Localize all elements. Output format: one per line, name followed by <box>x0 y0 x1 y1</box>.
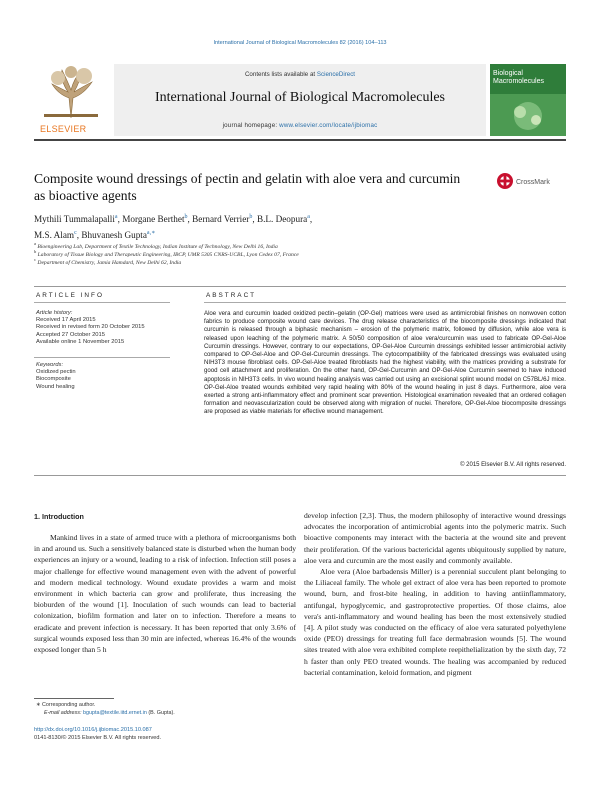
email-suffix: (B. Gupta). <box>146 709 175 716</box>
crossmark-button[interactable] <box>496 172 552 190</box>
email-line <box>36 710 298 718</box>
author-affiliation-marker[interactable]: a <box>114 214 118 220</box>
journal-citation[interactable]: International Journal of Biological Macromolecules 82 (2016) 104–113 <box>213 40 387 46</box>
article-info-heading: ARTICLE INFO <box>36 292 104 299</box>
crossmark-label: CrossMark <box>516 179 550 186</box>
body-paragraph: Aloe vera (Aloe barbadensis Miller) is a perennial succulent plant belonging to the Liliaceal family. The whole gel extract of aloe vera has been reported to promote wound, burn, and frost-bite healing, in addition to having antiinflammatory, antifungal, hypoglycemic, and gastroprotective properties. Of those claims, aloe vera's anti-inflammatory and wound healing has been the most extensively studied [4]. A pilot study was conducted on the efficacy of aloe vera saturated polyethylene oxide (PEO) dressings for treating full face dermabrasion wounds [5]. The wound sites treated with aloe vera exhibited complete reepithelialization by the sixth day, 72 h faster than only PEO treated wounds. The healing was accompanied by reduced bacterial contamination, keloid formation, and pigment <box>304 567 566 677</box>
email-label: E-mail address: <box>44 709 83 716</box>
abstract-text: Aloe vera and curcumin loaded oxidized pectin–gelatin (OP-Gel) matrices were used as antimicrobial finishes on nonwoven cotton fabrics to produce composite wound care devices. The drug release characteristics of the biocomposite dressings indicated that curcumin is released through a biphasic mechanism – erosion of the polymeric matrix, followed by diffusion, while aloe vera is released upon leaching of the polymeric matrix. A 50/50 composition of aloe vera/curcumin was used to fabricate OP-Gel-Aloe Curcumin dressings. However, contrary to our expectations, OP-Gel-Aloe Curcumin dressings exhibited lesser antimicrobial activity compared to OP-Gel-Aloe and OP-Gel-Curcumin dressings. The cytocompatibility of the fabricated dressings was evaluated using NIH3T3 mouse fibroblast cells. OP-Gel-Aloe treated fibroblasts had the highest viability, with the matrices providing a substrate for good cell attachment and proliferation. On the other hand, OP-Gel-Curcumin and OP-Gel-Aloe Curcumin seemed to have induced apoptosis in NIH3T3 cells. In vivo wound healing analysis was carried out using an excisional splint wound model on C57BL/6J mice. OP-Gel-Aloe treated wounds exhibited very rapid healing with 80% of the wound healing in just 8 days. Furthermore, aloe vera exerted a strong anti-inflammatory effect and prominent scar prevention. Histological examination revealed that an ordered collagen formation and neovascularization could be observed along with migration of nuclei. Therefore, OP-Gel-Aloe biocomposite dressings are proposed as viable materials for effective wound management. <box>204 310 566 416</box>
affiliation-rule <box>34 286 566 287</box>
keyword-item: Wound healing <box>36 383 75 390</box>
abstract-heading: ABSTRACT <box>206 292 257 299</box>
contents-line <box>114 71 486 78</box>
abstract-bottom-rule <box>34 475 566 476</box>
keywords-label: Keywords: <box>36 362 64 368</box>
abstract-copyright: © 2015 Elsevier B.V. All rights reserved. <box>460 462 566 468</box>
doi-block <box>34 727 334 742</box>
affiliation-a: $^a$ Bioengineering Lab, Department of Textile Technology, Indian Institute of Technology, New Delhi 16, India <box>34 241 278 250</box>
author-affiliation-marker[interactable]: a,∗ <box>146 230 156 237</box>
author-name[interactable]: B.L. Deopura <box>256 214 308 225</box>
history-revised: Received in revised form 20 October 2015 <box>36 324 145 331</box>
history-label: Article history: <box>36 310 73 316</box>
author-line-2: M.S. Alam$^c$, Bhuvanesh Gupta$^{a,∗}$ <box>34 230 156 241</box>
author-name[interactable]: M.S. Alam <box>34 230 75 241</box>
body-paragraph: Mankind lives in a state of armed truce with a plethora of microorganisms both in and around us. Such a sensitively balanced state is disturbed when the human body experiences an injury or a wound, leading to a risk of infection. Infection still poses a major challenge for effective wound management even with the advent of powerful and modern medical technology. Wound exudate provides a warm and moist environment in which bacteria can grow and proliferate, thus increasing the bioburden of the wound [1]. Inoculation of such wounds can lead to bacterial colonization, biofilm formation and later on to infection. Therefore a means to eradicate and prevent infection is necessary. It has been reported that only 3.6% of surgical wounds exposed less than 30 min are infected, whereas 16.4% of the wounds exposed longer than 5 h <box>34 533 296 655</box>
corresponding-label: ∗ Corresponding author. <box>36 702 96 708</box>
email-link[interactable]: bgupta@textile.iitd.ernet.in <box>82 709 147 716</box>
author-affiliation-marker[interactable]: c <box>74 230 77 237</box>
contents-prefix: Contents lists available at <box>244 71 317 78</box>
journal-title: International Journal of Biological Macromolecules <box>154 90 446 105</box>
elsevier-tree-logo <box>38 64 104 120</box>
article-title: Composite wound dressings of pectin and gelatin with aloe vera and curcumin as bioactive agents <box>34 171 461 203</box>
author-name[interactable]: Bhuvanesh Gupta <box>81 230 147 241</box>
author-list <box>34 210 474 242</box>
body-left-column <box>34 532 296 655</box>
sciencedirect-link[interactable]: ScienceDirect <box>316 71 356 78</box>
doi-link[interactable]: http://dx.doi.org/10.1016/j.ijbiomac.2015.10.087 <box>34 727 152 733</box>
author-affiliation-marker[interactable]: b <box>249 214 253 220</box>
corresponding-footnote <box>36 702 298 717</box>
homepage-link[interactable]: www.elsevier.com/locate/ijbiomac <box>279 122 378 129</box>
homepage-prefix: journal homepage: <box>222 122 280 129</box>
article-info-rule <box>34 302 170 303</box>
keyword-item: Biocomposite <box>36 376 71 383</box>
body-paragraph: develop infection [2,3]. Thus, the modern philosophy of interactive wound dressings advocates the incorporation of antimicrobial agents into the polymeric matrix. Such bioactive components may interact with the bacteria at the wound site and prevent their proliferation. Of the various bactericidal agents ubiquitously supplied by nature, aloe vera and curcumin are the most easily and commonly available. <box>304 511 566 565</box>
author-line-1: Mythili Tummalapalli$^a$, Morgane Berthet$^b$, Bernard Verrier$^b$, B.L. Deopura$^a$, <box>34 214 313 225</box>
section-heading-introduction: 1. Introduction <box>34 512 84 521</box>
cover-title: Biological Macromolecules <box>493 70 544 85</box>
keywords <box>36 362 172 391</box>
author-name[interactable]: Mythili Tummalapalli <box>34 214 115 225</box>
journal-homepage <box>114 122 486 129</box>
author-name[interactable]: Bernard Verrier <box>192 214 250 225</box>
header-rule <box>34 139 566 141</box>
article-history <box>36 310 172 346</box>
author-affiliation-marker[interactable]: a <box>307 214 310 220</box>
issn-line: 0141-8130/© 2015 Elsevier B.V. All rights reserved. <box>34 734 162 741</box>
keywords-rule <box>34 357 170 358</box>
author-affiliation-marker[interactable]: b <box>184 214 188 220</box>
history-online: Available online 1 November 2015 <box>36 338 125 345</box>
affiliation-b: $^b$ Laboratory of Tissue Biology and Therapeutic Engineering, IBCP, UMR 5305 CNRS-UCBL, Lyon Cedex 07, France <box>34 249 299 258</box>
author-name[interactable]: Morgane Berthet <box>122 214 185 225</box>
publisher-name: ELSEVIER <box>40 124 87 134</box>
body-right-column <box>304 510 566 678</box>
history-accepted: Accepted 27 October 2015 <box>36 331 105 338</box>
keyword-item: Oxidized pectin <box>36 369 76 376</box>
abstract-rule <box>204 302 566 303</box>
footnote-rule <box>34 698 114 699</box>
affiliation-c: $^c$ Department of Chemistry, Jamia Hamdard, New Delhi 62, India <box>34 257 182 266</box>
history-received: Received 17 April 2015 <box>36 317 96 324</box>
